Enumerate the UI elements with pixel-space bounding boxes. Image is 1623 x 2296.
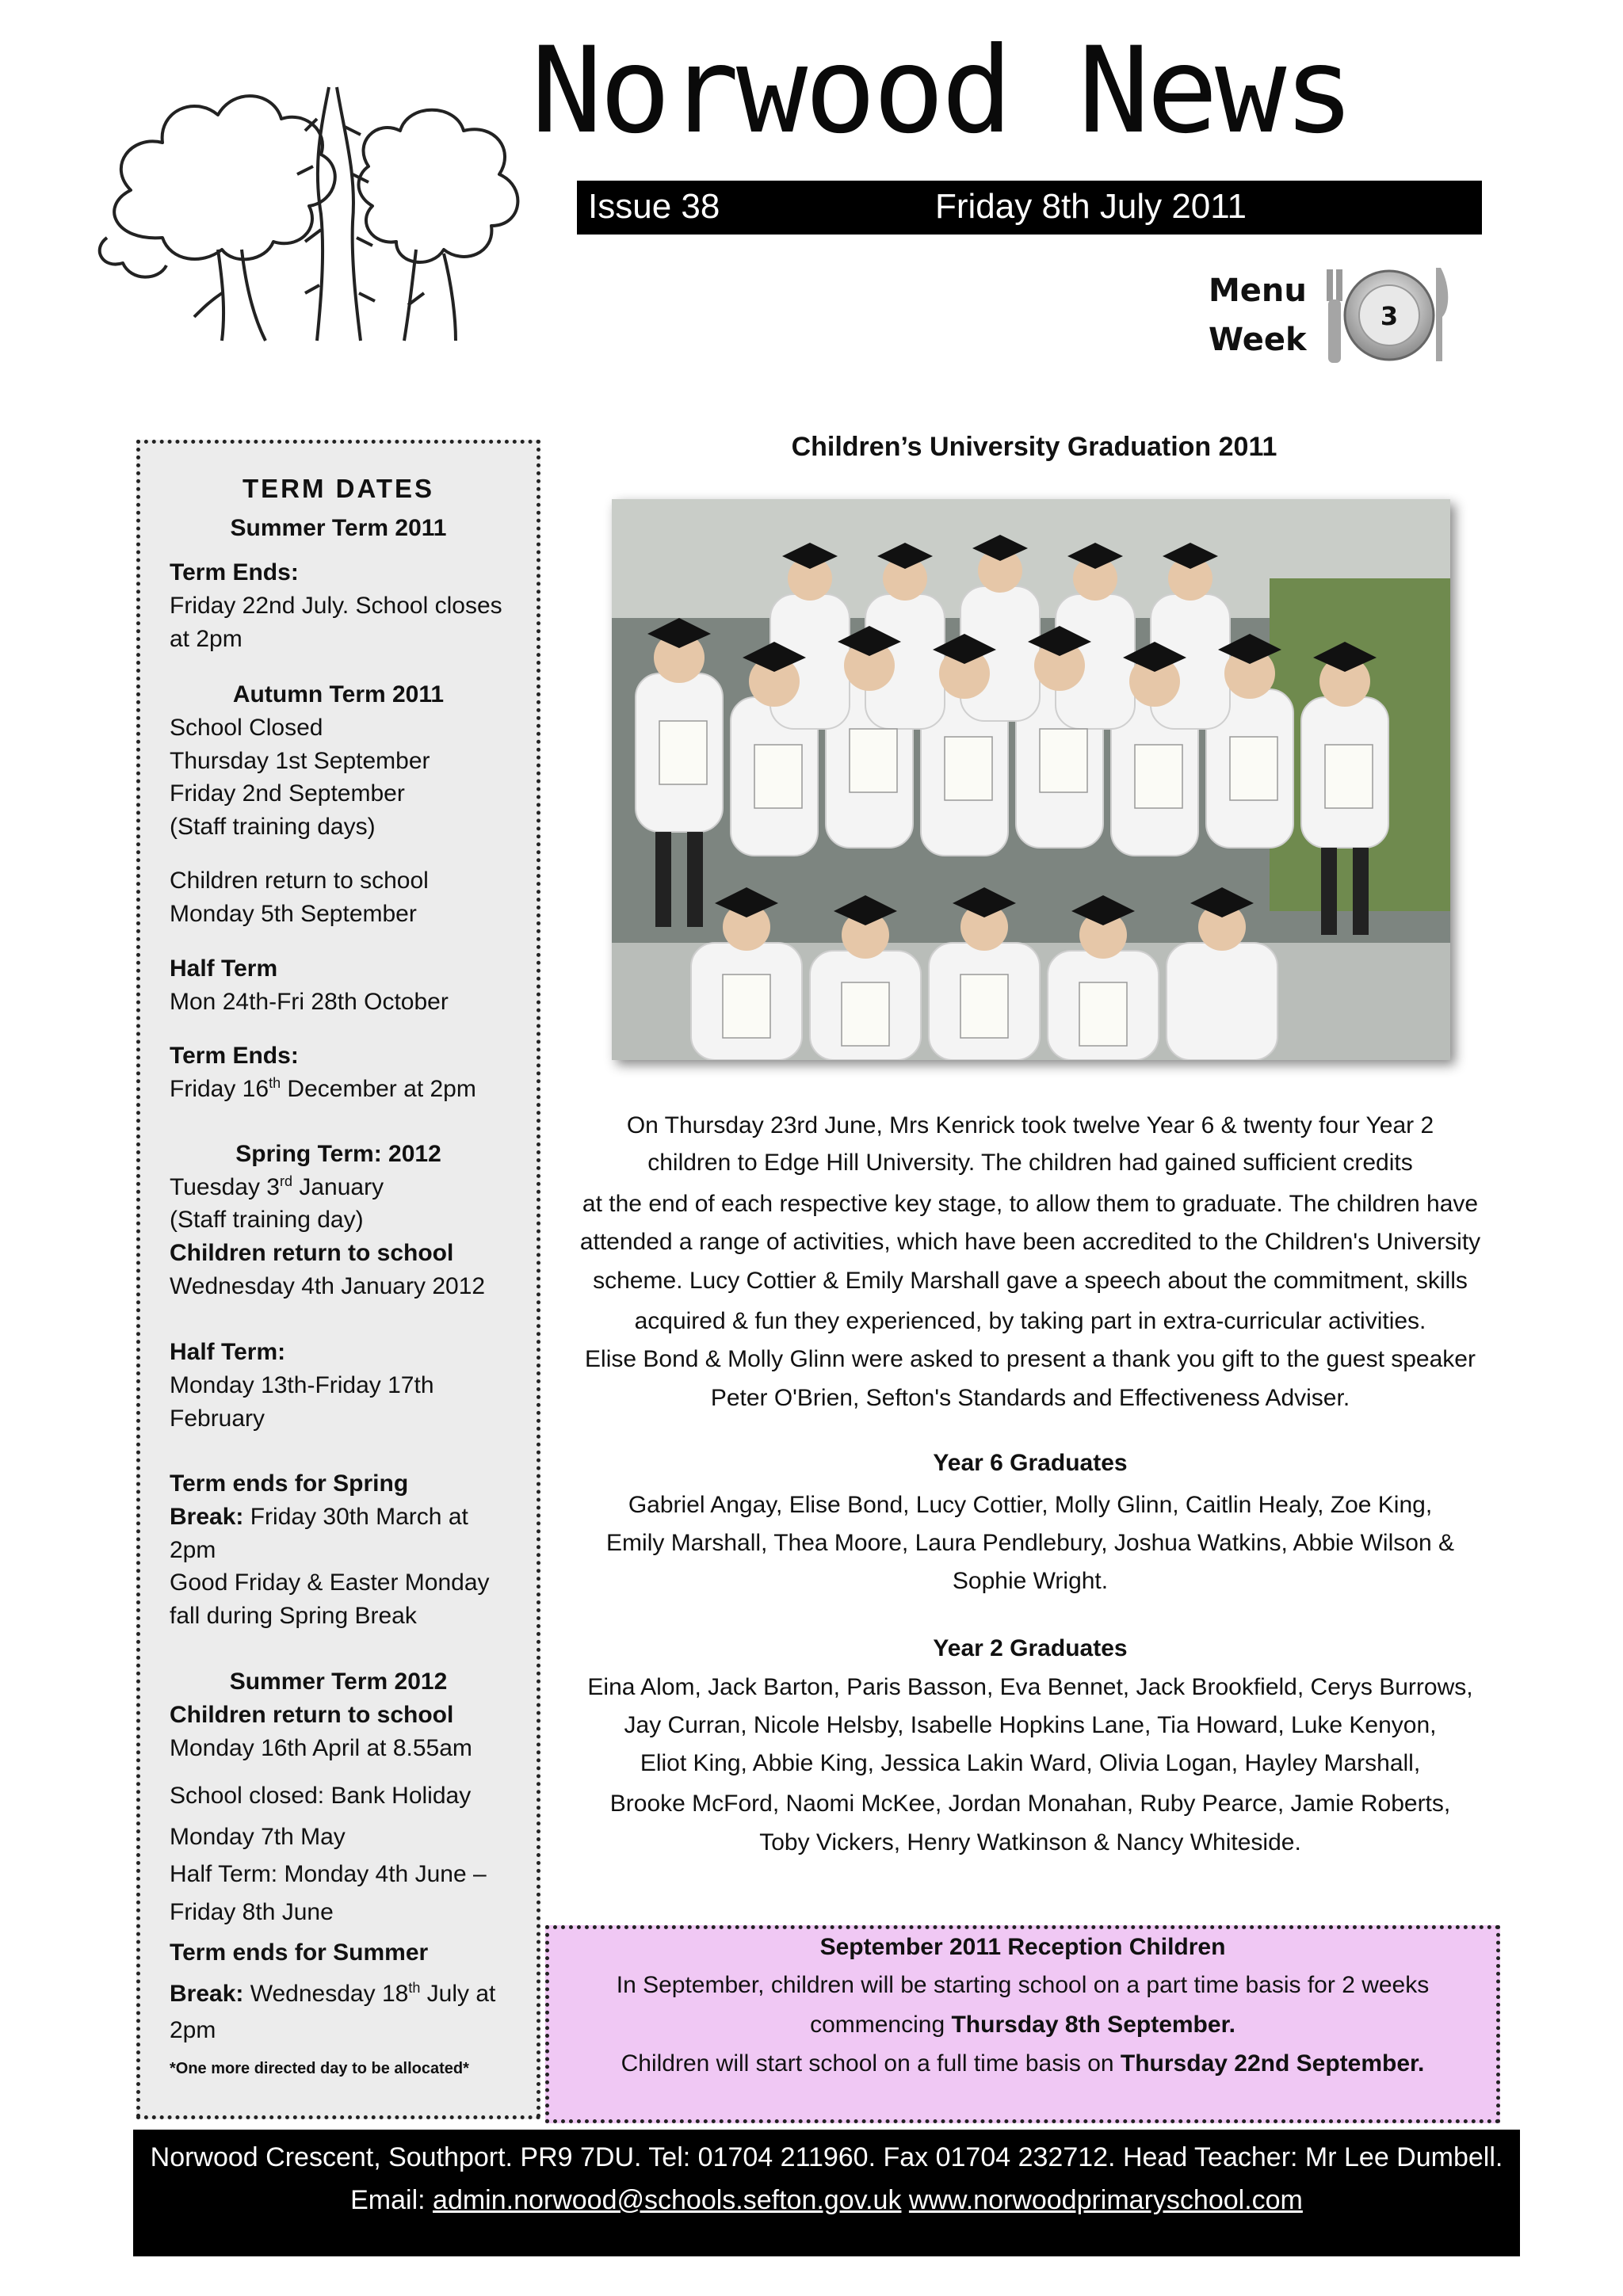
article-body-line: On Thursday 23rd June, Mrs Kenrick took twelve Year 6 & twenty four Year 2 (626, 1112, 1434, 1138)
footer-address: Norwood Crescent, Southport. PR9 7DU. Tel: 01704 211960. Fax 01704 232712. Head Teacher: Mr Lee Dumbell. (150, 2142, 1503, 2172)
half-term-label: Half Term: (170, 1339, 286, 1365)
term-date-line: Break: Wednesday 18th July at (170, 1980, 496, 2007)
article-body-line: Elise Bond & Molly Glinn were asked to present a thank you gift to the guest speaker (585, 1346, 1476, 1372)
website-link[interactable]: www.norwoodprimaryschool.com (908, 2185, 1303, 2215)
term-date-line: Monday 5th September (170, 901, 417, 927)
article-body-line: children to Edge Hill University. The children had gained sufficient credits (647, 1150, 1413, 1176)
autumn-term-heading: Autumn Term 2011 (232, 681, 445, 707)
half-term-label: Half Term (170, 955, 278, 982)
year2-names-line: Eliot King, Abbie King, Jessica Lakin Ward, Olivia Logan, Hayley Marshall, (640, 1750, 1421, 1776)
year6-names-line: Sophie Wright. (952, 1568, 1109, 1594)
term-date-line: Good Friday & Easter Monday (170, 1569, 490, 1596)
footer-links (133, 2185, 1520, 2216)
spring-term-heading: Spring Term: 2012 (235, 1141, 441, 1167)
summer-term-2011-heading: Summer Term 2011 (230, 515, 447, 541)
email-label: Email: (350, 2185, 433, 2215)
year2-heading: Year 2 Graduates (933, 1635, 1128, 1661)
term-date-line: 2pm (170, 1537, 216, 1563)
term-date-line: (Staff training days) (170, 814, 376, 840)
issue-number: Issue 38 (588, 187, 720, 226)
term-date-line: Wednesday 4th January 2012 (170, 1273, 486, 1299)
term-date-line: Half Term: Monday 4th June – (170, 1861, 487, 1887)
term-date-line: Term ends for Spring (170, 1470, 409, 1497)
term-date-line: School closed: Bank Holiday (170, 1783, 472, 1809)
email-link[interactable]: admin.norwood@schools.sefton.gov.uk (433, 2185, 902, 2215)
year6-names-line: Gabriel Angay, Elise Bond, Lucy Cottier, Molly Glinn, Caitlin Healy, Zoe King, (628, 1492, 1433, 1518)
term-date-line: Children return to school (170, 1702, 454, 1728)
term-date-line: Break: Friday 30th March at (170, 1504, 468, 1530)
term-date-line: (Staff training day) (170, 1207, 364, 1233)
term-date-line: February (170, 1405, 265, 1432)
article-body-line: at the end of each respective key stage, to allow them to graduate. The children have (582, 1191, 1479, 1217)
term-dates-note: *One more directed day to be allocated* (170, 2060, 469, 2077)
footer-contact-bar (133, 2130, 1520, 2256)
term-ends-text: Friday 22nd July. School closes (170, 593, 502, 619)
menu-week-number: 3 (1380, 301, 1399, 331)
article-body-line: Peter O'Brien, Sefton's Standards and Effectiveness Adviser. (710, 1385, 1350, 1411)
year2-names-line: Jay Curran, Nicole Helsby, Isabelle Hopkins Lane, Tia Howard, Luke Kenyon, (624, 1712, 1437, 1738)
term-date-line: Term ends for Summer (170, 1939, 429, 1966)
newsletter-title: Norwood News (531, 22, 1352, 160)
graduation-photo (612, 499, 1450, 1060)
reception-text-line: Children will start school on a full time basis on Thursday 22nd September. (621, 2050, 1425, 2077)
term-date-line: fall during Spring Break (170, 1603, 417, 1629)
reception-text-line: In September, children will be starting school on a part time basis for 2 weeks (616, 1972, 1430, 1998)
plate-cutlery-icon (1322, 261, 1457, 364)
term-date-line: Monday 16th April at 8.55am (170, 1735, 472, 1761)
term-date-line: Friday 2nd September (170, 780, 405, 807)
term-date-line: Children return to school (170, 1240, 454, 1266)
term-ends-text: at 2pm (170, 626, 242, 652)
year2-names-line: Eina Alom, Jack Barton, Paris Basson, Eva Bennet, Jack Brookfield, Cerys Burrows, (587, 1674, 1473, 1700)
term-date-line: Monday 13th-Friday 17th (170, 1372, 434, 1398)
menu-label-line2: Week (1209, 322, 1307, 358)
article-title: Children’s University Graduation 2011 (791, 432, 1277, 462)
issue-date: Friday 8th July 2011 (935, 187, 1247, 226)
term-date-line: Friday 8th June (170, 1899, 334, 1925)
reception-heading: September 2011 Reception Children (819, 1934, 1226, 1960)
term-date-line: Monday 7th May (170, 1824, 346, 1850)
article-body-line: attended a range of activities, which have been accredited to the Children's University (579, 1229, 1481, 1255)
summer-term-2012-heading: Summer Term 2012 (229, 1669, 448, 1695)
term-ends-label: Term Ends: (170, 1043, 299, 1069)
year6-names-line: Emily Marshall, Thea Moore, Laura Pendlebury, Joshua Watkins, Abbie Wilson & (606, 1530, 1454, 1556)
term-ends-label: Term Ends: (170, 559, 299, 585)
reception-text-line: commencing Thursday 8th September. (810, 2012, 1235, 2038)
tree-logo-icon (83, 55, 559, 357)
issue-bar (577, 181, 1482, 235)
term-date-line: Friday 16th December at 2pm (170, 1075, 476, 1102)
article-body-line: scheme. Lucy Cottier & Emily Marshall gave a speech about the commitment, skills (593, 1268, 1468, 1294)
term-date-line: Tuesday 3rd January (170, 1173, 384, 1200)
term-date-line: School Closed (170, 715, 323, 741)
term-date-line: Mon 24th-Fri 28th October (170, 989, 449, 1015)
year2-names-line: Toby Vickers, Henry Watkinson & Nancy Whiteside. (759, 1829, 1301, 1855)
term-date-line: 2pm (170, 2017, 216, 2043)
term-date-line: Thursday 1st September (170, 748, 430, 774)
term-dates-heading: TERM DATES (242, 474, 435, 503)
term-date-line: Children return to school (170, 868, 429, 894)
year6-heading: Year 6 Graduates (933, 1450, 1128, 1476)
menu-label-line1: Menu (1209, 273, 1307, 309)
article-body-line: acquired & fun they experienced, by taking part in extra-curricular activities. (634, 1308, 1426, 1334)
year2-names-line: Brooke McFord, Naomi McKee, Jordan Monahan, Ruby Pearce, Jamie Roberts, (609, 1791, 1451, 1817)
